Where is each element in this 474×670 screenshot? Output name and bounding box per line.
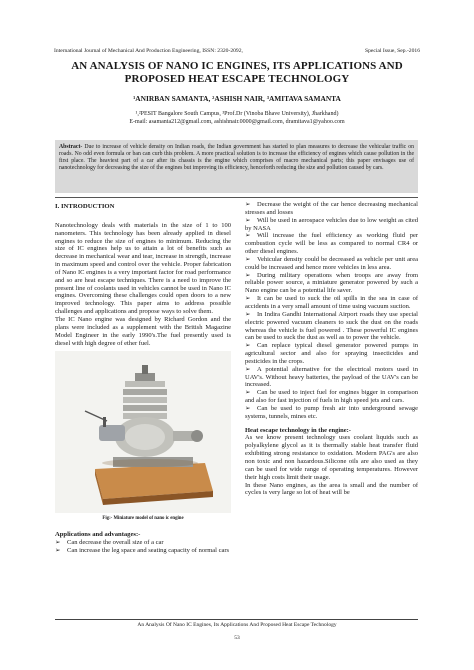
arrow-bullet-icon: ➢ (245, 295, 251, 303)
running-header (54, 48, 420, 56)
intro-heading: I. INTRODUCTION (55, 203, 115, 210)
running-footer: An Analysis Of Nano IC Engines, Its Applications And Proposed Heat Escape Technology (137, 622, 337, 628)
arrow-bullet-icon: ➢ (245, 232, 251, 240)
list-item: ➢ A potential alternative for the electrical motors used in UAV's. Without heavy batteries, the payload of the UAV's can be increased. (245, 365, 418, 389)
arrow-bullet-icon: ➢ (245, 310, 251, 318)
section-divider (55, 197, 418, 198)
engine-photo (55, 351, 231, 513)
applications-heading: Applications and advantages:- (55, 531, 141, 539)
email-list: E-mail: asamanta212@gmail.com, ashishnair.0000@gmail.com, dramitava1@yahoo.com (129, 119, 345, 125)
list-item: ➢ Decrease the weight of the car hence decreasing mechanical stresses and losses (245, 201, 418, 216)
paper-title (40, 60, 434, 86)
heat-paragraph-1: As we know present technology uses coolant liquids such as polyalkylene glycol as it is thermally stable heat transfer fluid exhibiting strong resistance to oxidation. Modern PAG's are also non toxic and non hazardous.Silicone oils are also used as they can be used for wide range of operating temperatures. However their high costs limit their usage. (245, 434, 418, 481)
right-column (245, 201, 418, 497)
arrow-bullet-icon: ➢ (245, 216, 251, 224)
arrow-bullet-icon: ➢ (245, 389, 251, 397)
author-list: ¹ANIRBAN SAMANTA, ²ASHISH NAIR, ³AMITAVA SAMANTA (133, 94, 341, 103)
list-item: ➢ Vehicular density could be decreased as vehicle per unit area could be increased and hence more vehicles in less area. (245, 255, 418, 271)
arrow-bullet-icon: ➢ (245, 255, 251, 263)
affiliation-block (40, 110, 434, 126)
issue-info: Special Issue, Sep.-2016 (365, 48, 420, 54)
title-line-2: PROPOSED HEAT ESCAPE TECHNOLOGY (124, 73, 350, 85)
engine-figure (55, 351, 231, 523)
abstract-label: Abstract- (59, 144, 83, 150)
nano-engine-illustration (55, 351, 231, 513)
list-item: ➢ During military operations when troops are away from reliable power source, a miniature generator powered by such a Nano engine can be a potential life saver. (245, 271, 418, 295)
list-item: ➢ Will be used in aerospace vehicles due to low weight as cited by NASA (245, 216, 418, 232)
list-item: ➢ Can be used to inject fuel for engines bigger in comparison and also for fast injection of fuels in high speed jets and cars. (245, 389, 418, 405)
arrow-bullet-icon: ➢ (245, 201, 251, 208)
list-item: ➢ Will increase the fuel efficiency as working fluid per combustion cycle will be less as compared to normal CR4 or other diesel engines. (245, 232, 418, 256)
abstract-box (55, 140, 418, 193)
arrow-bullet-icon: ➢ (55, 539, 61, 547)
arrow-bullet-icon: ➢ (55, 546, 61, 554)
title-line-1: AN ANALYSIS OF NANO IC ENGINES, ITS APPLICATIONS AND (71, 60, 403, 72)
intro-paragraph-2: The IC Nano engine was designed by Richard Gordon and the plans were included as a supplement with the British Magazine Model Engineer in the early 1990's.The fuel presently used is diesel with high degree of ether fuel. (55, 315, 231, 347)
heat-escape-heading: Heat escape technology in the engine:- (245, 426, 351, 434)
list-item: ➢ In Indira Gandhi International Airport roads they use special electric powered vacuum cleaners to suck the dust on the roads whereas the vehicle is fuel powered . These powerful IC engines can be used to suck the dust as well as to power the vehicle. (245, 310, 418, 342)
left-column (55, 203, 231, 555)
intro-paragraph-1: Nanotechnology deals with materials in the size of 1 to 100 nanometers. This technology has been already applied in diesel engines to reduce the size of engines to minimum. Reducing the size of IC engines help us to attain a lot of benefits such as decrease in mechanical wear and tear, increase in strength, increase in maximum speed and control over the vehicle. Proper fabrication of Nano IC engines is a very important factor for road performance and so are heat escape techniques. There is a need to improve the present line of coolants used in vehicles cannot be used in Nano IC engines. Overcoming these challenges could open doors to a new improved technology. This paper aims to address possible challenges and applications and propose ways to solve them. (55, 221, 231, 316)
affiliation: ¹,²PESIT Bangalore South Campus, ³Prof.Dr (Vinoba Bhave University), Jharkhand) (135, 111, 339, 117)
arrow-bullet-icon: ➢ (245, 365, 251, 373)
list-item: ➢ Can be used to pump fresh air into underground sewage systems, tunnels, mines etc. (245, 404, 418, 420)
arrow-bullet-icon: ➢ (245, 404, 251, 412)
page-number: 53 (234, 635, 240, 641)
footer-divider (55, 619, 418, 620)
figure-caption: Fig:- Miniature model of nano ic engine (102, 516, 184, 522)
arrow-bullet-icon: ➢ (245, 271, 251, 279)
arrow-bullet-icon: ➢ (245, 342, 251, 350)
list-item: ➢ Can replace typical diesel generator powered pumps in agricultural sector and also for spraying insecticides and pesticides in the crops. (245, 342, 418, 365)
abstract-text: Due to increase of vehicle density on Indian roads, the Indian government has started to plan measures to decrease the vehicular traffic on roads. No odd even formula or ban can curb this problem. A more practical solution is to increase the efficiency of engines which cause pollution in the first place. The heaviest part of a car after its chassis is the engine which comprises of macro mechanical parts; this paper envisages use of nanotechnology for decreasing the size of the engines but improving its efficiency, henceforth reducing the size and pollution caused by cars. (59, 144, 414, 171)
heat-paragraph-2: In these Nano engines, as the area is small and the number of cycles is very large so lot of heat will be (245, 481, 418, 497)
list-item: ➢ Can increase the leg space and seating capacity of normal cars (55, 546, 230, 554)
journal-name: International Journal of Mechanical And Production Engineering, ISSN: 2320-2092, (54, 48, 243, 54)
list-item: ➢ Can decrease the overall size of a car (55, 539, 164, 547)
list-item: ➢ It can be used to suck the oil spills in the sea in case of accidents in a very small amount of time using vacuum suction. (245, 295, 418, 310)
